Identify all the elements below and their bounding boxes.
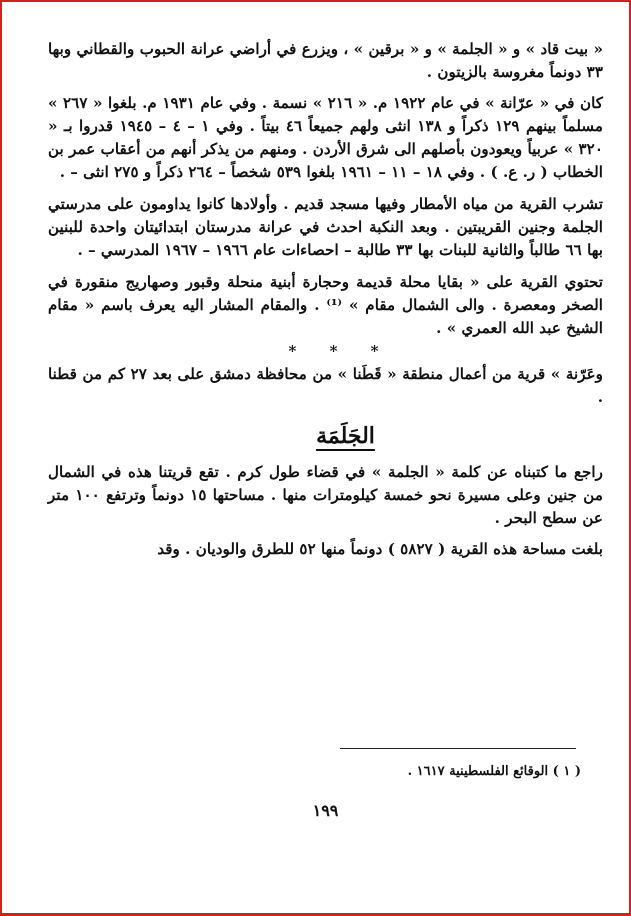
paragraph-5: وعَرّنة » قرية من أعمال منطقة « قَطَنا » من محافظة دمشق على بعد ٢٧ كم من قطنا . [48, 365, 603, 406]
paragraph-3: تشرب القرية من مياه الأمطار وفيها مسجد قديم . وأولادها كانوا يداومون على مدرستي الجلمة وجنين القريبتين . وبعد النكبة احدث في عرانة مدرستان ابتدائيتان واحدة للبنين بها ٦٦ طالباً والثانية للبنات بها ٣٣ طالبة – احصاءات عام ١٩٦٦ – ١٩٦٧ المدرسي – . [48, 195, 603, 259]
document-body [48, 38, 603, 561]
paragraph-1: « بيت قاد » و « الجلمة » و « برقين » ، ويزرع في أراضي عرانة الحبوب والقطاني وبها ٣٣ دونماً مغروسة بالزيتون . [48, 40, 603, 81]
section-heading: الجَلَمَة [316, 423, 375, 449]
page-number: ١٩٩ [312, 801, 339, 820]
paragraph-6: راجع ما كتبناه عن كلمة « الجلمة » في قضاء طول كرم . تقع قريتنا هذه في الشمال من جنين وعلى مسيرة نحو خمسة كيلومترات منها . مساحتها ١٥ دونماً وترتفع ١٠٠ متر عن سطح البحر . [48, 463, 603, 527]
paragraph-4: تحتوي القرية على « بقايا محلة قديمة وحجارة أبنية منحلة وقبور وصهاريج منقورة في الصخر ومعصرة . والى الشمال مقام » ⁽¹⁾ . والمقام المشار اليه يعرف باسم « مقام الشيخ عبد الله العمري » . [48, 273, 603, 337]
paragraph-7: بلغت مساحة هذه القرية ( ٥٨٢٧ ) دونماً منها ٥٢ للطرق والوديان . وقد [157, 540, 603, 558]
footnote-divider [340, 748, 576, 749]
paragraph-2: كان في « عرّانة » في عام ١٩٢٢ م. « ٢١٦ » نسمة . وفي عام ١٩٣١ م. بلغوا « ٢٦٧ » مسلماً بينهم ١٢٩ ذكراً و ١٣٨ انثى ولهم جميعاً ٤٦ بيتاً . وفي ١ – ٤ – ١٩٤٥ قدروا بـ « ٣٢٠ » عربياً ويعودون بأصلهم الى شرق الأردن . ومنهم من يذكر أنهم من أعقاب عمر بن الخطاب ( ر. ع. ) . وفي ١٨ – ١١ – ١٩٦١ بلغوا ٥٣٩ شخصاً – ٢٦٤ ذكراً و ٢٧٥ انثى – . [48, 94, 604, 181]
section-separator: * * * [288, 342, 393, 360]
footnote: ( ١ ) الوقائع الفلسطينية ١٦١٧ . [407, 764, 581, 779]
